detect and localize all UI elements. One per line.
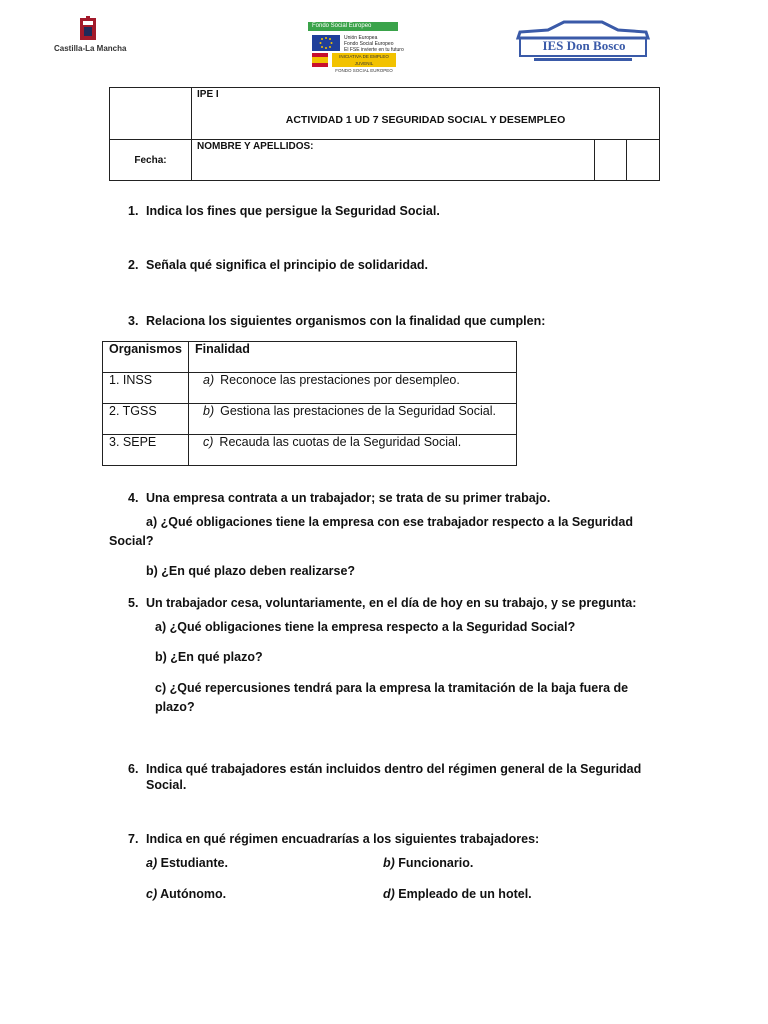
org-name: 2. TGSS	[103, 404, 189, 435]
column-header: Finalidad	[189, 342, 517, 373]
ies-name: IES Don Bosco	[542, 38, 626, 53]
question-6: 6. Indica qué trabajadores están incluidos dentro del régimen general de la Seguridad	[128, 762, 642, 776]
question-7-option-d: d) Empleado de un hotel.	[383, 887, 532, 901]
question-5c-line1: c) ¿Qué repercusiones tendrá para la empresa la tramitación de la baja fuera de	[155, 681, 629, 695]
table-header-row	[103, 342, 517, 373]
question-7: 7. Indica en qué régimen encuadrarías a los siguientes trabajadores:	[128, 832, 540, 846]
question-5b: b) ¿En qué plazo?	[155, 650, 263, 664]
question-3: 3. Relaciona los siguientes organismos con la finalidad que cumplen:	[128, 314, 546, 328]
question-4a-line1: a) ¿Qué obligaciones tiene la empresa con ese trabajador respecto a la Seguridad	[146, 515, 633, 529]
table-row	[103, 435, 517, 466]
org-purpose-cell: a) Reconoce las prestaciones por desempleo.	[189, 373, 517, 404]
question-7-option-c: c) Autónomo.	[146, 887, 227, 901]
question-5c-line2: plazo?	[155, 700, 195, 714]
question-1: 1. Indica los fines que persigue la Seguridad Social.	[128, 204, 440, 218]
question-2: 2. Señala qué significa el principio de solidaridad.	[128, 258, 429, 272]
question-4a-line2: Social?	[109, 534, 154, 548]
name-label: NOMBRE Y APELLIDOS:	[197, 141, 314, 152]
date-label: Fecha:	[134, 154, 167, 166]
question-7-option-b: b) Funcionario.	[383, 856, 474, 870]
column-header: Organismos	[103, 342, 189, 373]
eu-flag-icon	[312, 35, 340, 51]
eu-caption: Unión Europea Fondo Social Europeo El FSE invierte en tu futuro	[344, 35, 404, 53]
question-4: 4. Una empresa contrata a un trabajador; se trata de su primer trabajo.	[128, 491, 551, 505]
question-5: 5. Un trabajador cesa, voluntariamente, en el día de hoy en su trabajo, y se pregunta:	[128, 596, 637, 610]
org-purpose-cell: b) Gestiona las prestaciones de la Seguridad Social.	[189, 404, 517, 435]
castilla-la-mancha-emblem-icon	[50, 16, 126, 62]
ies-don-bosco-logo	[514, 16, 652, 62]
date-cell[interactable]	[110, 140, 192, 181]
spain-flag-icon	[312, 53, 328, 67]
question-7-option-a: a) Estudiante.	[146, 856, 228, 870]
activity-title: ACTIVIDAD 1 UD 7 SEGURIDAD SOCIAL Y DESEMPLEO	[285, 114, 566, 126]
question-5a: a) ¿Qué obligaciones tiene la empresa respecto a la Seguridad Social?	[155, 620, 576, 634]
question-4b: b) ¿En qué plazo deben realizarse?	[146, 564, 356, 578]
table-row	[103, 373, 517, 404]
castilla-la-mancha-logo	[50, 16, 126, 62]
header-empty-cell	[110, 88, 192, 140]
header-table	[109, 87, 660, 181]
grade-cell-1[interactable]	[595, 140, 627, 181]
org-name: 1. INSS	[103, 373, 189, 404]
fse-banner: Fondo Social Europeo	[308, 22, 398, 31]
org-purpose-cell: c) Recauda las cuotas de la Seguridad Social.	[189, 435, 517, 466]
organisms-table	[102, 341, 517, 466]
question-6-line2: Social.	[146, 778, 187, 792]
fse-yellow-band: INICIATIVA DE EMPLEO JUVENIL FONDO SOCIAL EUROPEO	[332, 53, 396, 67]
grade-cell-2[interactable]	[627, 140, 660, 181]
fondo-social-europeo-logo	[308, 22, 404, 73]
name-cell[interactable]	[192, 140, 595, 181]
castilla-la-mancha-caption: Castilla-La Mancha	[54, 44, 127, 53]
course-label: IPE I	[197, 89, 219, 100]
header-title-cell	[192, 88, 660, 140]
org-name: 3. SEPE	[103, 435, 189, 466]
table-row	[103, 404, 517, 435]
